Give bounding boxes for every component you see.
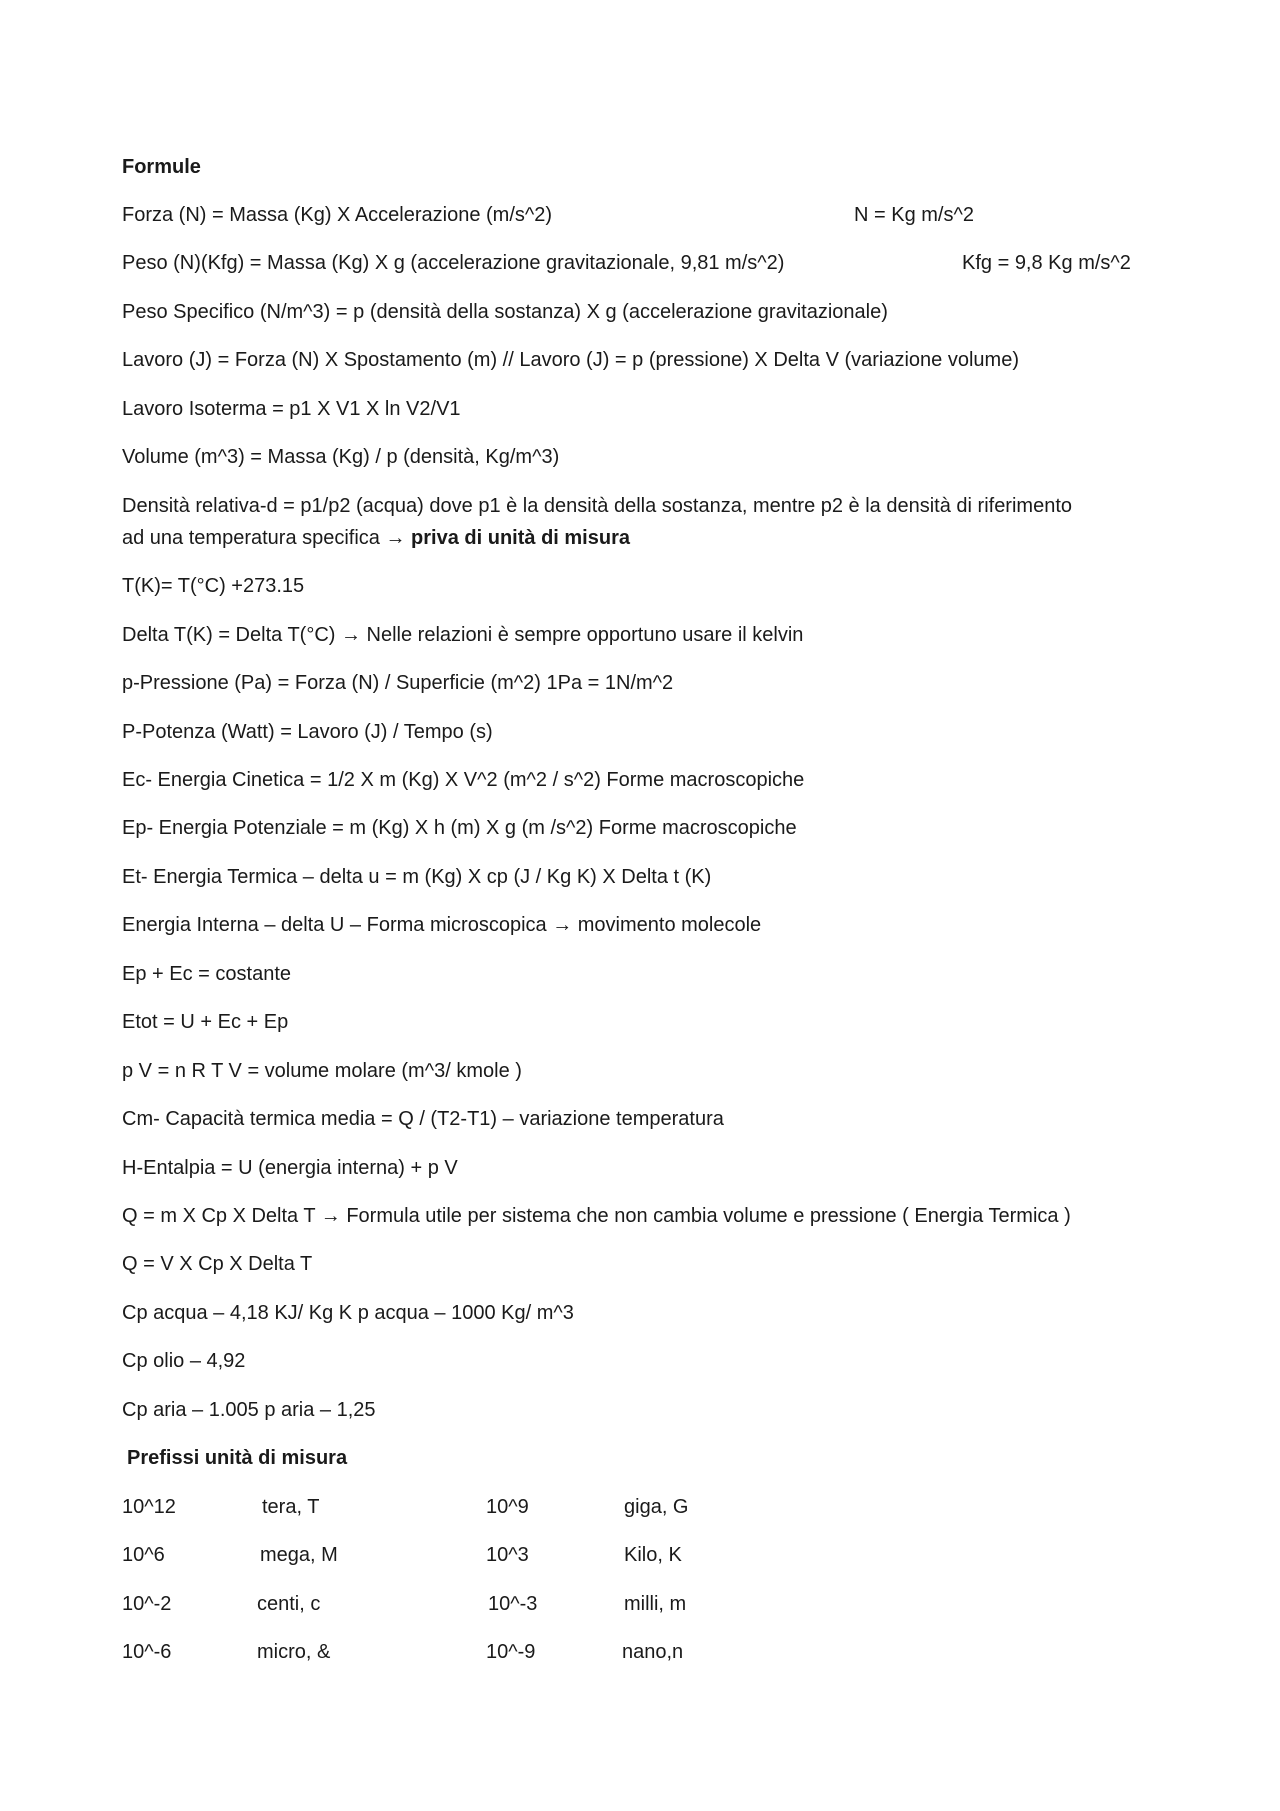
formula-volume: Volume (m^3) = Massa (Kg) / p (densità, Kg/m^3) [122, 446, 560, 468]
constant-acqua: Cp acqua – 4,18 KJ/ Kg K p acqua – 1000 Kg/ m^3 [122, 1302, 574, 1324]
formula-energia-termica: Et- Energia Termica – delta u = m (Kg) X cp (J / Kg K) X Delta t (K) [122, 866, 712, 888]
formula-ep-ec: Ep + Ec = costante [122, 963, 291, 985]
constant-olio: Cp olio – 4,92 [122, 1350, 246, 1372]
prefix-exponent: 10^3 [486, 1544, 529, 1566]
formula-peso: Peso (N)(Kfg) = Massa (Kg) X g (accelerazione gravitazionale, 9,81 m/s^2) [122, 252, 785, 274]
prefix-exponent: 10^12 [122, 1496, 176, 1518]
formula-temperatura-kelvin: T(K)= T(°C) +273.15 [122, 575, 305, 597]
formula-calore-volume: Q = V X Cp X Delta T [122, 1253, 313, 1275]
formula-energia-interna: Energia Interna – delta U – Forma microscopica → movimento molecole [122, 914, 762, 936]
prefix-name: mega, M [260, 1544, 338, 1566]
prefix-exponent: 10^-2 [122, 1593, 172, 1615]
note-peso-units: Kfg = 9,8 Kg m/s^2 [962, 252, 1131, 274]
prefix-section-title: Prefissi unità di misura [127, 1447, 348, 1469]
formula-lavoro-isoterma: Lavoro Isoterma = p1 X V1 X ln V2/V1 [122, 398, 461, 420]
formula-potenza: P-Potenza (Watt) = Lavoro (J) / Tempo (s) [122, 721, 493, 743]
formula-densita-line2 [122, 526, 630, 550]
constant-aria: Cp aria – 1.005 p aria – 1,25 [122, 1399, 376, 1421]
formula-energia-potenziale: Ep- Energia Potenziale = m (Kg) X h (m) X g (m /s^2) Forme macroscopiche [122, 817, 797, 839]
formula-energia-cinetica: Ec- Energia Cinetica = 1/2 X m (Kg) X V^2 (m^2 / s^2) Forme macroscopiche [122, 769, 805, 791]
formula-densita-line1: Densità relativa-d = p1/p2 (acqua) dove p1 è la densità della sostanza, mentre p2 è la densità di riferimento [122, 495, 1072, 517]
prefix-exponent: 10^6 [122, 1544, 165, 1566]
prefix-name: centi, c [257, 1593, 321, 1615]
formula-entalpia: H-Entalpia = U (energia interna) + p V [122, 1157, 458, 1179]
prefix-name: milli, m [624, 1593, 687, 1615]
formula-etot: Etot = U + Ec + Ep [122, 1011, 289, 1033]
densita-text: ad una temperatura specifica → [122, 527, 412, 549]
prefix-exponent: 10^9 [486, 1496, 529, 1518]
prefix-name: Kilo, K [624, 1544, 682, 1566]
formula-peso-specifico: Peso Specifico (N/m^3) = p (densità della sostanza) X g (accelerazione gravitazionale) [122, 301, 888, 323]
formula-delta-t: Delta T(K) = Delta T(°C) → Nelle relazioni è sempre opportuno usare il kelvin [122, 624, 804, 646]
doc-title: Formule [122, 156, 201, 178]
formula-forza: Forza (N) = Massa (Kg) X Accelerazione (m/s^2) [122, 204, 553, 226]
formula-lavoro: Lavoro (J) = Forza (N) X Spostamento (m) // Lavoro (J) = p (pressione) X Delta V (variazione volume) [122, 349, 1019, 371]
prefix-name: nano,n [622, 1641, 684, 1663]
prefix-name: giga, G [624, 1496, 689, 1518]
formula-pressione: p-Pressione (Pa) = Forza (N) / Superficie (m^2) 1Pa = 1N/m^2 [122, 672, 674, 694]
densita-bold-note: priva di unità di misura [411, 527, 630, 549]
prefix-name: micro, & [257, 1641, 331, 1663]
formula-gas-ideali: p V = n R T V = volume molare (m^3/ kmole ) [122, 1060, 522, 1082]
formula-calore-massa: Q = m X Cp X Delta T → Formula utile per sistema che non cambia volume e pressione ( Energia Termica ) [122, 1205, 1071, 1227]
prefix-exponent: 10^-9 [486, 1641, 536, 1663]
prefix-name: tera, T [262, 1496, 320, 1518]
note-forza-units: N = Kg m/s^2 [854, 204, 974, 226]
prefix-exponent: 10^-3 [488, 1593, 538, 1615]
prefix-exponent: 10^-6 [122, 1641, 172, 1663]
formula-capacita-termica: Cm- Capacità termica media = Q / (T2-T1) – variazione temperatura [122, 1108, 724, 1130]
